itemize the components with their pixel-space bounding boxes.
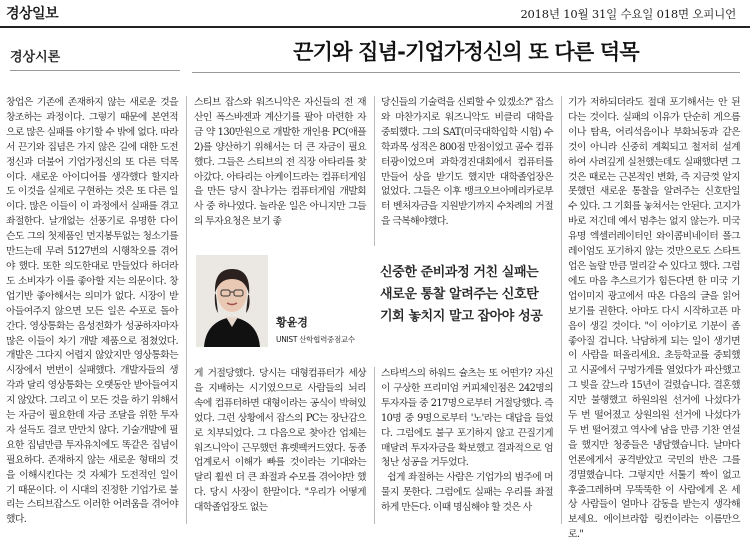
pullquote bbox=[380, 262, 560, 328]
pullquote-line: 신중한 준비과정 거친 실패는 bbox=[380, 265, 539, 280]
masthead bbox=[0, 0, 750, 24]
body-column-2-bottom: 게 거절당했다. 당시는 대형컴퓨터가 세상을 지배하는 시기였으므로 사람들의 뇌리 속에 컴퓨터하면 대형이라는 공식이 박혀있었다. 그런 상황에서 잡스의 PC는 장난감으로 치부되었다. 그 다음으로 찾아간 업체는 워즈니악이 근무했던 휴렛팩커드였다. 동종업계로서 이해가 빠를 것이라는 기대와는 달리 휠씬 더 큰 좌절과 수모를 겪어야만 했다. 당시 사장이 한말이다. "우리가 어떻게 대학졸업장도 없는 bbox=[194, 368, 369, 514]
column-divider bbox=[186, 96, 187, 524]
byline bbox=[276, 314, 355, 345]
publication-name: 경상일보 bbox=[6, 6, 59, 22]
section-rule bbox=[10, 70, 180, 71]
column-divider bbox=[374, 96, 375, 246]
body-column-1: 창업은 기존에 존재하지 않는 새로운 것을 창조하는 과정이다. 그렇기 때문에 본연적으로 많은 실패를 야기할 수 밖에 없다. 따라서 끈기와 집념은 가지 않은 길에 대한 도전정신과 더불어 기업가정신의 또 다른 덕목이다. 새로운 아이디어를 생각했다 할지라도 이것을 실제로 구현하는 것은 또 다른 일이다. 많은 이들이 이 과정에서 실패를 겪고 좌절한다. 날개없는 선풍기로 유명한 다이슨도 그의 첫제품인 먼지봉투없는 청소기를 만드는데 무려 5127번의 시행착오를 겪어야 했다. 또한 의도한대로 만들었다 하더라도 소비자가 이를 좋아할 지는 의문이다. 창업기반 좋아해서는 의미가 없다. 시장이 받아들여주지 않으면 모든 일은 수포로 돌아간다. 영상통화는 음성전화가 성공하자마자 많은 이들이 차기 개발 제품으로 점쳤었다. 개발은 그다지 어렵지 않았지만 영상통화는 시장에서 번번이 실패했다. 개발자들의 생각과 달리 영상통화는 오랫동안 받아들여지지 않았다. 그리고 이 모든 것을 하기 위해서는 자금이 필요한데 자금 조달을 위한 투자자 설득도 결코 만만치 않다. 기술개발에 필요한 집념만큼 투자유치에도 똑같은 집념이 필요하다. 존재하지 않는 새로운 형태의 것을 이해시킨다는 것 자체가 도전적인 일이기 때문이다. 이 시대의 진정한 기업가로 불리는 스티브잡스도 이러한 어려움을 겪어야 했다. bbox=[6, 97, 181, 526]
pullquote-line: 기회 놓치지 말고 잡아야 성공 bbox=[380, 309, 543, 324]
headline-rule bbox=[192, 72, 740, 73]
author-affiliation: UNIST 산학협력중점교수 bbox=[276, 335, 355, 344]
author-name: 황윤경 bbox=[276, 316, 308, 329]
body-column-3-bottom: 스타벅스의 하워드 슐츠는 또 어떤가? 자신이 구상한 프리미엄 커피체인점은 242명의 투자자들 중 217명으로부터 거절당했다. 즉 10명 중 9명으로부터 '노'라는 대답을 들었다. 그럼에도 불구 포기하지 않고 끈질기게 매달려 투자자금을 확보했고 결과적으로 엄청난 성공을 거두었다. 쉽게 좌절하는 사람은 기업가의 범주에 머물지 못한다. 그럼에도 실패는 우리를 좌절하게 만든다. 이때 명심해야 할 것은 사 bbox=[381, 368, 553, 514]
pullquote-line: 새로운 통찰 알려주는 신호탄 bbox=[380, 287, 539, 302]
body-column-2-top: 스티브 잡스와 워즈니악은 자신들의 전 재산인 폭스바겐과 계산기를 팔아 마련한 자금 약 130만원으로 개발한 개인용 PC(애플 2)를 양산하기 위해서는 더 큰 자금이 필요했다. 그들은 스티브의 전 직장 아타리를 찾아갔다. 아타리는 아케이드라는 컴퓨터게임을 만든 당시 잘나가는 컴퓨터게임 개발회사 중 하나였다. 놀라운 일은 아니지만 그들의 투자요청은 보기 좋 bbox=[194, 97, 369, 228]
section-label: 경상시론 bbox=[10, 50, 61, 65]
dateline: 2018년 10월 31일 수요일 018면 오피니언 bbox=[520, 7, 736, 21]
top-rule bbox=[0, 26, 750, 28]
column-divider bbox=[561, 96, 562, 524]
column-divider bbox=[374, 367, 375, 524]
body-column-3-top: 당신들의 기술력을 신뢰할 수 있겠소?" 잡스와 마찬가지로 워즈니악도 비클리 대학을 중퇴했다. 그의 SAT(미국대학입학 시험) 수학과목 성적은 800점 만점이었고 골수 컴퓨터광이었으며 과학경진대회에서 컴퓨터를 만들어 상을 받기도 했지만 대학졸업장은 없었다. 그들은 이후 뱅크오브아메리카로부터 벤처자금을 지원받기까지 수차례의 거절을 극복해야했다. bbox=[381, 97, 556, 228]
body-column-4: 기가 저하되더라도 절대 포기해서는 안 된다는 것이다. 실패의 이유가 단순히 게으름이나 탐욕, 어리석음이나 부화뇌동과 같은 것이 아니라 신중히 계획되고 철저히 설계하여 사려깊게 실천했는데도 실패했다면 그것은 때로는 근본적인 변화, 즉 지금껏 알지 못했던 새로운 통찰을 알려주는 신호탄일 수 있다. 그 기회를 놓쳐서는 안된다. 고지가 바로 저긴데 예서 멈추는 없지 않는가. 미국 유명 엑셀러레이터인 와이콤비네이터 폴그레이엄도 포기하지 않는 것만으로도 스타트업은 놀랄 만큼 멀리갈 수 있다고 했다. 그럼에도 마음 추스르기가 힘든다면 한 미국 기업이미지 광고에서 따온 다음의 글을 읽어보기를 권한다. 아마도 다시 시작하고픈 마음이 생길 것이다. "이 이야기로 기분이 좀 좋아질 겁니다. 낙담하게 되는 일이 생기면 이 사람을 떠올리세요. 초등학교를 중퇴했고 시골에서 구멍가게를 열었다가 파산했고 그 빚을 갚느라 15년이 걸렸습니다. 결혼했지만 불행했고 하원의원 선거에 나섰다가 두 번 떨어졌고 상원의원 선거에 나섰다가 두 번 떨어졌고 역사에 남을 만큼 기찬 연설을 했지만 청중들은 냉담했습니다. 날마다 언론에게서 공격받았고 국민의 반은 그를 경멸했습니다. 그렇지만 서툴기 짝이 없고 후줄그레하며 무뚝뚝한 이 사람에게 온 세상 사람들이 얼마나 감동을 받는지 생각해보세요. 에이브라함 링컨이라는 이름만으로." bbox=[568, 97, 743, 541]
author-photo bbox=[196, 255, 268, 347]
headline: 끈기와 집념-기업가정신의 또 다른 덕목 bbox=[293, 40, 639, 64]
